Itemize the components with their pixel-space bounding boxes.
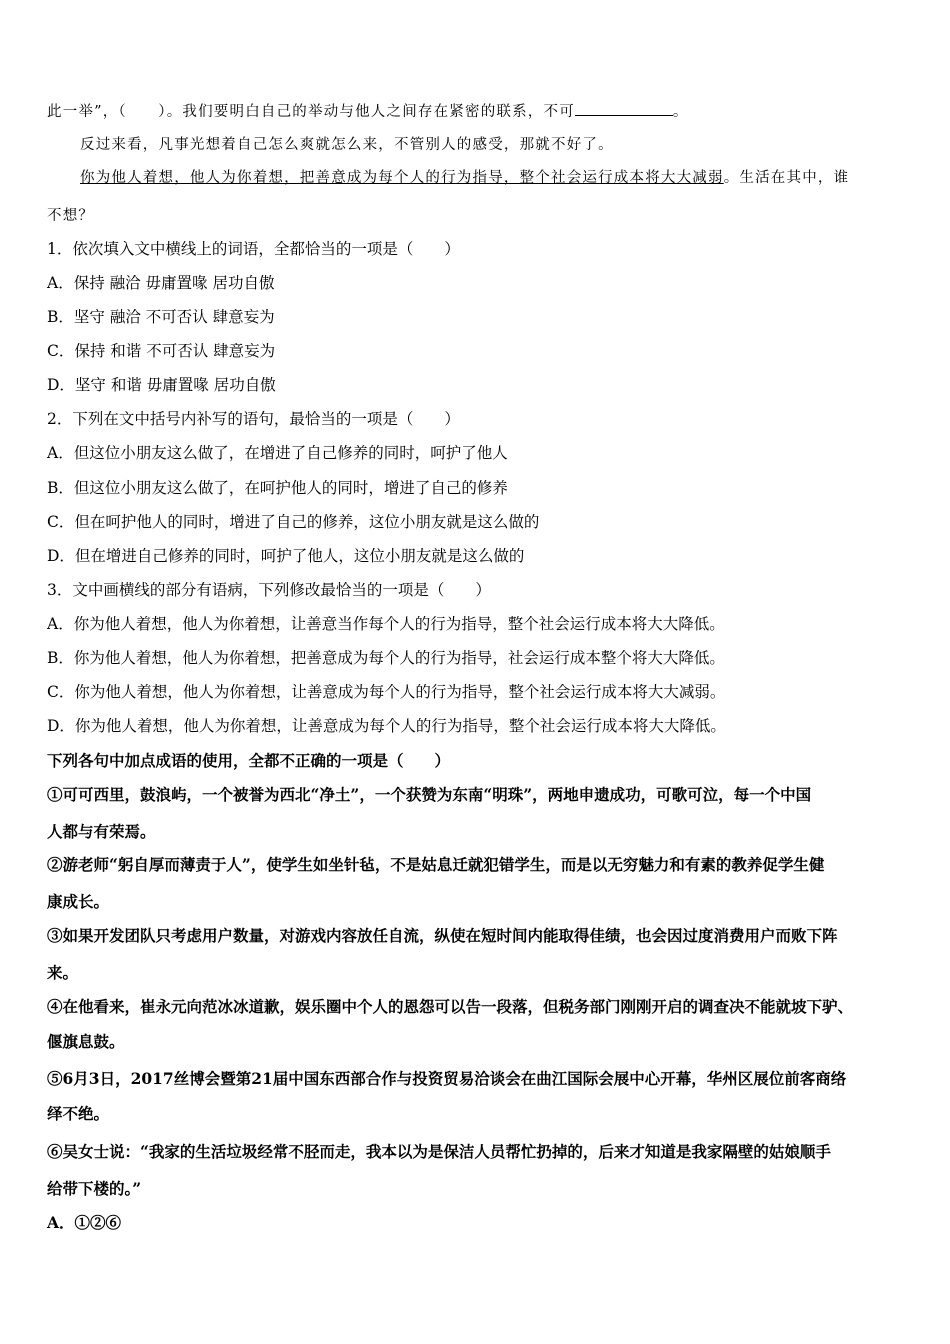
idiom-sentence-line: ⑤6月3日，2017丝博会暨第21届中国东西部合作与投资贸易洽谈会在曲江国际会展中心开幕，华州区展位前客商络 [47,1069,847,1088]
idiom-sentence-line: 来。 [47,963,79,982]
question-1-option-b: B．坚守 融洽 不可否认 肆意妄为 [47,308,275,326]
question-3-option-a: A．你为他人着想，他人为你着想，让善意当作每个人的行为指导，整个社会运行成本将大大降低。 [47,615,725,633]
question-1-option-a: A．保持 融洽 毋庸置喙 居功自傲 [47,274,275,292]
question-2-option-a: A．但这位小朋友这么做了，在增进了自己修养的同时，呵护了他人 [47,444,508,462]
passage-line-2: 反过来看，凡事光想着自己怎么爽就怎么来，不管别人的感受，那就不好了。 [80,137,614,153]
idiom-sentence-line: 绎不绝。 [47,1104,110,1123]
fill-blank [575,100,673,116]
idiom-sentence-line: 给带下楼的。” [47,1179,142,1198]
question-2-option-b: B．但这位小朋友这么做了，在呵护他人的同时，增进了自己的修养 [47,479,508,497]
question-2-option-d: D．但在增进自己修养的同时，呵护了他人，这位小朋友就是这么做的 [47,547,525,565]
idiom-question-stem: 下列各句中加点成语的使用，全都不正确的一项是（ ） [47,751,451,770]
question-3-option-c: C．你为他人着想，他人为你着想，让善意成为每个人的行为指导，整个社会运行成本将大大减弱。 [47,683,726,701]
idiom-sentence-line: ①可可西里，鼓浪屿，一个被誉为西北“净土”，一个获赞为东南“明珠”，两地申遗成功，可歌可泣，每一个中国 [47,785,812,804]
question-1-option-d: D．坚守 和谐 毋庸置喙 居功自傲 [47,376,276,394]
question-3-option-d: D．你为他人着想，他人为你着想，让善意成为每个人的行为指导，整个社会运行成本将大大降低。 [47,717,726,735]
passage-line-3: 你为他人着想，他人为你着想，把善意成为每个人的行为指导，整个社会运行成本将大大减弱。生活在其中，谁 [80,170,850,186]
idiom-sentence-line: 偃旗息鼓。 [47,1032,125,1051]
underlined-sentence: 你为他人着想，他人为你着想，把善意成为每个人的行为指导，整个社会运行成本将大大减弱 [80,170,724,186]
idiom-sentence-line: ④在他看来，崔永元向范冰冰道歉，娱乐圈中个人的恩怨可以告一段落，但税务部门刚刚开启的调查决不能就坡下驴、 [47,997,854,1016]
idiom-sentence-line: ③如果开发团队只考虑用户数量，对游戏内容放任自流，纵使在短时间内能取得佳绩，也会因过度消费用户而败下阵 [47,926,838,945]
question-3-option-b: B．你为他人着想，他人为你着想，把善意成为每个人的行为指导，社会运行成本整个将大大降低。 [47,649,725,667]
passage-line-1: 此一举”，（ ）。我们要明白自己的举动与他人之间存在紧密的联系，不可 。 [47,100,689,123]
question-2-option-c: C．但在呵护他人的同时，增进了自己的修养，这位小朋友就是这么做的 [47,513,540,531]
question-1-option-c: C．保持 和谐 不可否认 肆意妄为 [47,342,276,360]
passage-line-4: 不想？ [47,208,95,224]
question-2-stem: 2．下列在文中括号内补写的语句，最恰当的一项是（ ） [47,410,460,428]
question-1-stem: 1．依次填入文中横线上的词语，全都恰当的一项是（ ） [47,240,460,258]
question-3-stem: 3．文中画横线的部分有语病，下列修改最恰当的一项是（ ） [47,581,491,599]
idiom-sentence-line: ②游老师“躬自厚而薄责于人”，使学生如坐针毡，不是姑息迁就犯错学生，而是以无穷魅力和有素的教养促学生健 [47,855,825,874]
idiom-sentence-line: 康成长。 [47,892,110,911]
idiom-question-option-a: A．①②⑥ [47,1213,122,1232]
idiom-sentence-line: ⑥吴女士说：“我家的生活垃圾经常不胫而走，我本以为是保洁人员帮忙扔掉的，后来才知道是我家隔壁的姑娘顺手 [47,1142,831,1161]
idiom-sentence-line: 人都与有荣焉。 [47,822,156,841]
